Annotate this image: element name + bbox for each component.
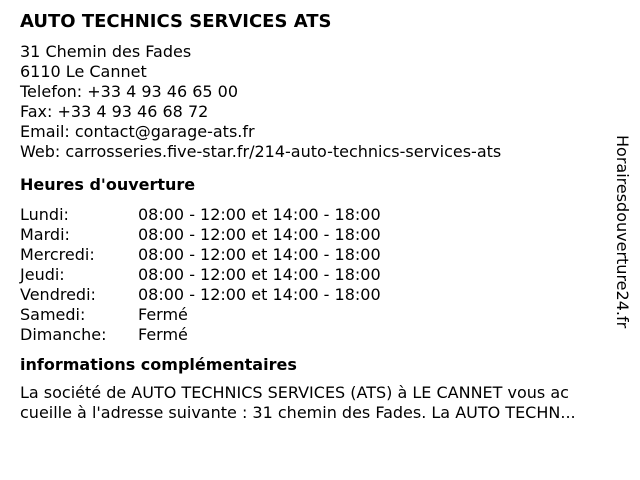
hours-row-friday bbox=[20, 285, 620, 305]
opening-hours-heading: Heures d'ouverture bbox=[20, 175, 196, 194]
fax-line: Fax: +33 4 93 46 68 72 bbox=[20, 102, 209, 121]
hours-row-monday bbox=[20, 205, 620, 225]
day-label: Lundi: bbox=[20, 205, 69, 224]
opening-hours-table bbox=[20, 205, 620, 345]
day-label: Samedi: bbox=[20, 305, 86, 324]
day-hours: 08:00 - 12:00 et 14:00 - 18:00 bbox=[138, 285, 381, 304]
business-name: AUTO TECHNICS SERVICES ATS bbox=[20, 11, 332, 32]
day-hours: 08:00 - 12:00 et 14:00 - 18:00 bbox=[138, 245, 381, 264]
hours-row-thursday bbox=[20, 265, 620, 285]
hours-row-sunday bbox=[20, 325, 620, 345]
description-line-1: La société de AUTO TECHNICS SERVICES (ATS) à LE CANNET vous ac bbox=[20, 383, 569, 402]
contact-details bbox=[20, 42, 620, 162]
description-line-2: cueille à l'adresse suivante : 31 chemin des Fades. La AUTO TECHN... bbox=[20, 403, 576, 422]
day-label: Jeudi: bbox=[20, 265, 65, 284]
day-label: Mercredi: bbox=[20, 245, 95, 264]
day-label: Vendredi: bbox=[20, 285, 96, 304]
email-line: Email: contact@garage-ats.fr bbox=[20, 122, 255, 141]
additional-info-text bbox=[20, 383, 630, 423]
hours-row-wednesday bbox=[20, 245, 620, 265]
day-hours: 08:00 - 12:00 et 14:00 - 18:00 bbox=[138, 205, 381, 224]
day-label: Mardi: bbox=[20, 225, 70, 244]
address-line-2: 6110 Le Cannet bbox=[20, 62, 147, 81]
day-hours: 08:00 - 12:00 et 14:00 - 18:00 bbox=[138, 265, 381, 284]
day-hours: Fermé bbox=[138, 305, 188, 324]
day-hours: Fermé bbox=[138, 325, 188, 344]
additional-info-heading: informations complémentaires bbox=[20, 355, 297, 374]
address-line-1: 31 Chemin des Fades bbox=[20, 42, 192, 61]
business-card bbox=[20, 10, 620, 423]
site-watermark: Horairesdouverture24.fr bbox=[613, 135, 632, 329]
hours-row-saturday bbox=[20, 305, 620, 325]
phone-line: Telefon: +33 4 93 46 65 00 bbox=[20, 82, 239, 101]
day-label: Dimanche: bbox=[20, 325, 107, 344]
hours-row-tuesday bbox=[20, 225, 620, 245]
day-hours: 08:00 - 12:00 et 14:00 - 18:00 bbox=[138, 225, 381, 244]
web-line: Web: carrosseries.five-star.fr/214-auto-technics-services-ats bbox=[20, 142, 502, 161]
